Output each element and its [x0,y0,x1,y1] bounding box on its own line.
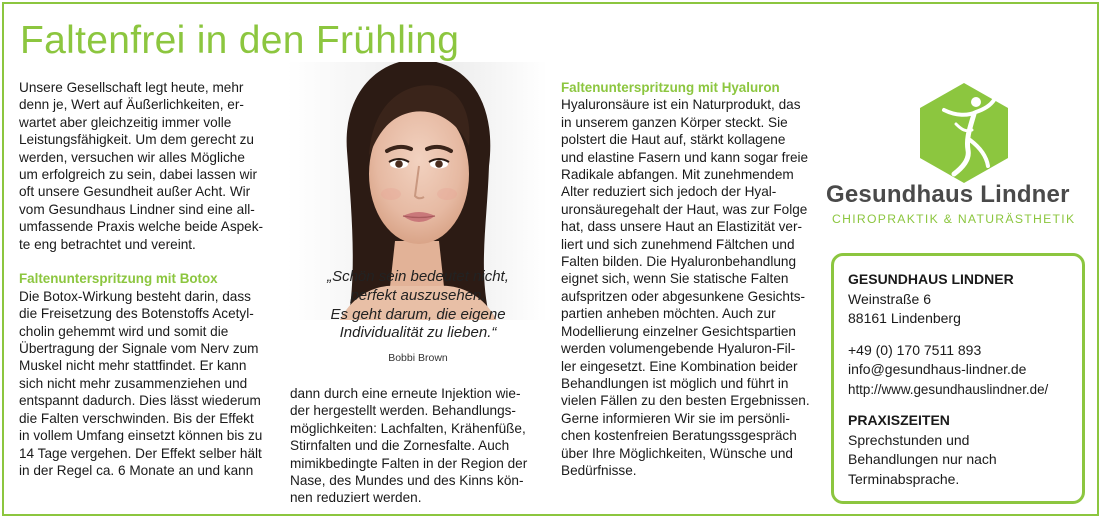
text-line: der hergestellt werden. Behandlungs- [290,403,516,419]
contact-website: http://www.gesundhauslindner.de/ [848,381,1049,397]
text-line: die Freisetzung des Botenstoffs Acetyl- [19,306,254,322]
text-line: cholin gehemmt wird und somit die [19,323,229,339]
text-line: um erfolgreich zu sein, dabei lassen wir [19,167,258,183]
contact-box [831,253,1085,504]
quote-line: „Schön sein bedeutet nicht, [327,268,509,285]
quote [292,268,544,343]
contact-street: Weinstraße 6 [848,290,931,307]
quote-author: Bobbi Brown [388,352,448,364]
text-line: Übertragung der Signale vom Nerv zum [19,341,259,357]
text-line: vom Gesundhaus Lindner sind eine all- [19,201,255,217]
text-line: Stirnfalten und die Zornesfalte. Auch [290,438,510,454]
text-line: vielen Fällen zu den besten Ergebnissen. [561,393,810,409]
hyaluron-paragraph [561,96,814,479]
text-line: die Falten verschwinden. Bis der Effekt [19,410,254,426]
text-line: Falten bilden. Die Hyaluronbehandlung [561,254,797,270]
text-line: wartet aber gleichzeitig immer volle [19,114,232,130]
contact-city: 88161 Lindenberg [848,310,961,326]
text-line: in vollem Umfang einsetzt können bis zu [19,428,263,444]
column-3 [561,79,814,479]
text-line: denn je, Wert auf Äußerlichkeiten, er- [19,97,244,113]
hours-line: Behandlungen nur nach [848,451,997,467]
text-line: hat, dass unsere Haut an Elastizität ver- [561,219,803,235]
quote-line: Es geht darum, die eigene [330,305,506,323]
hyaluron-subheading: Faltenunterspritzung mit Hyaluron [561,80,780,95]
headline: Faltenfrei in den Frühling [20,19,460,62]
text-line: partien anheben möchten. Auch zur [561,306,776,322]
text-line: und elastine Fasern und kann sogar freie [561,149,809,165]
text-line: nen reduziert werden. [290,490,422,506]
text-line: uronsäuregehalt der Haut, was zur Folge [561,201,808,217]
text-line: Radikale abfangen. Mit zunehmendem [561,167,794,183]
intro-paragraph [19,79,272,253]
quote-line: Individualität zu lieben.“ [339,324,497,342]
text-line: in unserem ganzen Körper steckt. Sie [561,114,788,130]
text-line: polstert die Haut auf, stärkt kollagene [561,132,786,148]
logo-name: Gesundhaus Lindner [826,181,1070,208]
text-line: dann durch eine erneute Injektion wie- [290,386,521,401]
text-line: werden volumengebende Hyaluron-Fil- [561,341,796,357]
botox-paragraph [19,288,272,479]
text-line: ler eingesetzt. Eine Kombination beider [561,358,798,374]
text-line: eignet sich, wenn Sie statische Falten [561,271,789,287]
text-line: te eng betrachtet und vereint. [19,236,196,252]
text-line: umfassende Praxis welche beide Aspek- [19,219,264,235]
text-line: aufspritzen oder abgesunkene Gesichts- [561,288,806,304]
text-line: sich nicht mehr zusammenziehen und [19,375,248,391]
text-line: Alter reduziert sich jedoch der Hyal- [561,184,777,200]
hours-heading: PRAXISZEITEN [848,412,950,428]
text-line: entspannt dadurch. Dies lässt wiederum [19,393,261,409]
column-1 [19,79,272,479]
text-line: Nase, des Mundes und des Kinns kön- [290,473,524,489]
quote-line: perfekt auszusehen. [350,286,486,304]
text-line: über Ihre Möglichkeiten, Wünsche und [561,445,793,461]
contact-email: info@gesundhaus-lindner.de [848,361,1027,377]
text-line: Leistungsfähigkeit. Um dem gerecht zu [19,132,254,148]
text-line: in der Regel ca. 6 Monate an und kann [19,462,254,478]
text-line: Modellierung einzelner Gesichtspartien [561,323,796,339]
text-line: Gerne informieren Wir sie im persönli- [561,410,790,426]
contact-company: GESUNDHAUS LINDNER [848,271,1014,287]
text-line: liert und sich zunehmend Fältchen und [561,236,795,252]
botox-subheading: Faltenunterspritzung mit Botox [19,271,218,287]
text-line: 14 Tage vergehen. Der Effekt selber hält [19,445,262,461]
text-line: Die Botox-Wirkung besteht darin, dass [19,288,251,304]
text-line: Unsere Gesellschaft legt heute, mehr [19,80,244,95]
hexagon-figure-icon [916,80,1012,186]
text-line: möglichkeiten: Lachfalten, Krähenfüße, [290,420,526,436]
text-line: Muskel nicht mehr stattfindet. Er kann [19,358,247,374]
text-line: chen kostenfreien Beratungssgespräch [561,428,797,444]
text-line: oft unsere Gesundheit außer Acht. Wir [19,184,251,200]
text-line: mimikbedingte Falten in der Region der [290,455,528,471]
text-line: Behandlungen ist möglich und führt in [561,375,789,391]
hours-line: Terminabsprache. [848,470,960,487]
hours-line: Sprechstunden und [848,431,970,448]
text-line: werden, versuchen wir alles Mögliche [19,149,245,165]
text-line: Bedürfnisse. [561,462,637,478]
contact-phone: +49 (0) 170 7511 893 [848,341,982,358]
logo-tagline: CHIROPRAKTIK & NATURÄSTHETIK [832,212,1076,226]
column-2 [290,385,545,507]
text-line: Hyaluronsäure ist ein Naturprodukt, das [561,97,801,113]
